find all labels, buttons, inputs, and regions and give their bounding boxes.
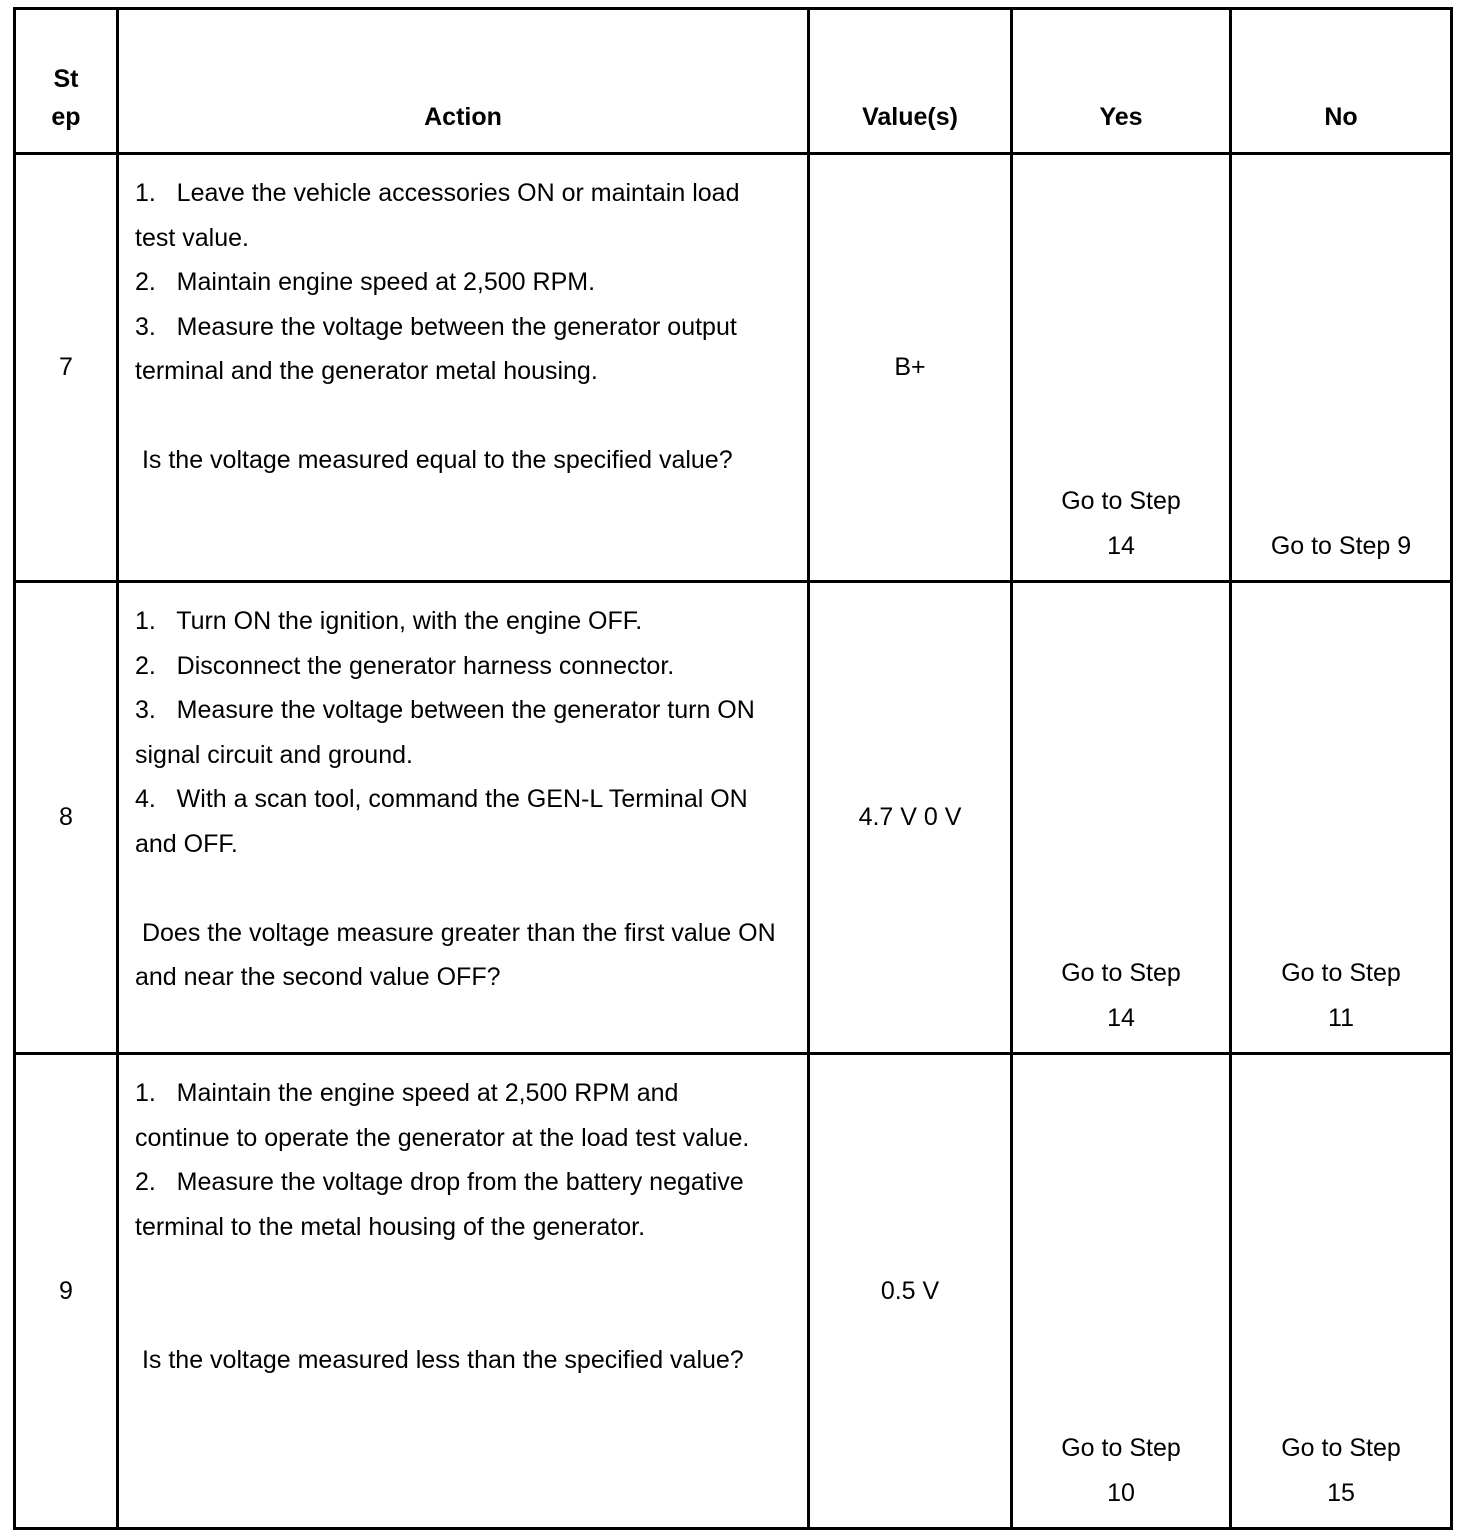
value-cell: 4.7 V 0 V <box>809 582 1012 1054</box>
header-action: Action <box>118 9 809 154</box>
yes-cell: Go to Step 14 <box>1012 582 1231 1054</box>
header-values: Value(s) <box>809 9 1012 154</box>
header-row <box>15 9 1452 154</box>
no-cell: Go to Step 11 <box>1231 582 1452 1054</box>
no-cell: Go to Step 15 <box>1231 1054 1452 1529</box>
header-no: No <box>1231 9 1452 154</box>
yes-cell: Go to Step 14 <box>1012 154 1231 582</box>
table-row <box>15 582 1452 1054</box>
step-number: 9 <box>15 1054 118 1529</box>
header-step: St ep <box>15 9 118 154</box>
action-cell <box>118 1054 809 1529</box>
action-text: 1. Leave the vehicle accessories ON or maintain load test value. 2. Maintain engine speed at 2,500 RPM. 3. Measure the voltage between the generator output terminal and the generator metal housing. Is the voltage measured equal to the specified value? <box>135 179 740 474</box>
diagnostic-table <box>13 7 1453 1530</box>
header-yes: Yes <box>1012 9 1231 154</box>
action-cell <box>118 582 809 1054</box>
step-number: 8 <box>15 582 118 1054</box>
value-cell: B+ <box>809 154 1012 582</box>
step-number: 7 <box>15 154 118 582</box>
action-cell <box>118 154 809 582</box>
value-cell: 0.5 V <box>809 1054 1012 1529</box>
table-row <box>15 154 1452 582</box>
action-text: 1. Turn ON the ignition, with the engine OFF. 2. Disconnect the generator harness connector. 3. Measure the voltage between the generator turn ON signal circuit and ground. 4. With a scan tool, command the GEN-L Terminal ON and OFF. Does the voltage measure greater than the first value ON and near the second value OFF? <box>135 607 776 991</box>
action-text: 1. Maintain the engine speed at 2,500 RPM and continue to operate the generator at the load test value. 2. Measure the voltage drop from the battery negative terminal to the metal housing of the generator. Is the voltage measured less than the specified value? <box>135 1079 750 1374</box>
table-row <box>15 1054 1452 1529</box>
no-cell: Go to Step 9 <box>1231 154 1452 582</box>
yes-cell: Go to Step 10 <box>1012 1054 1231 1529</box>
